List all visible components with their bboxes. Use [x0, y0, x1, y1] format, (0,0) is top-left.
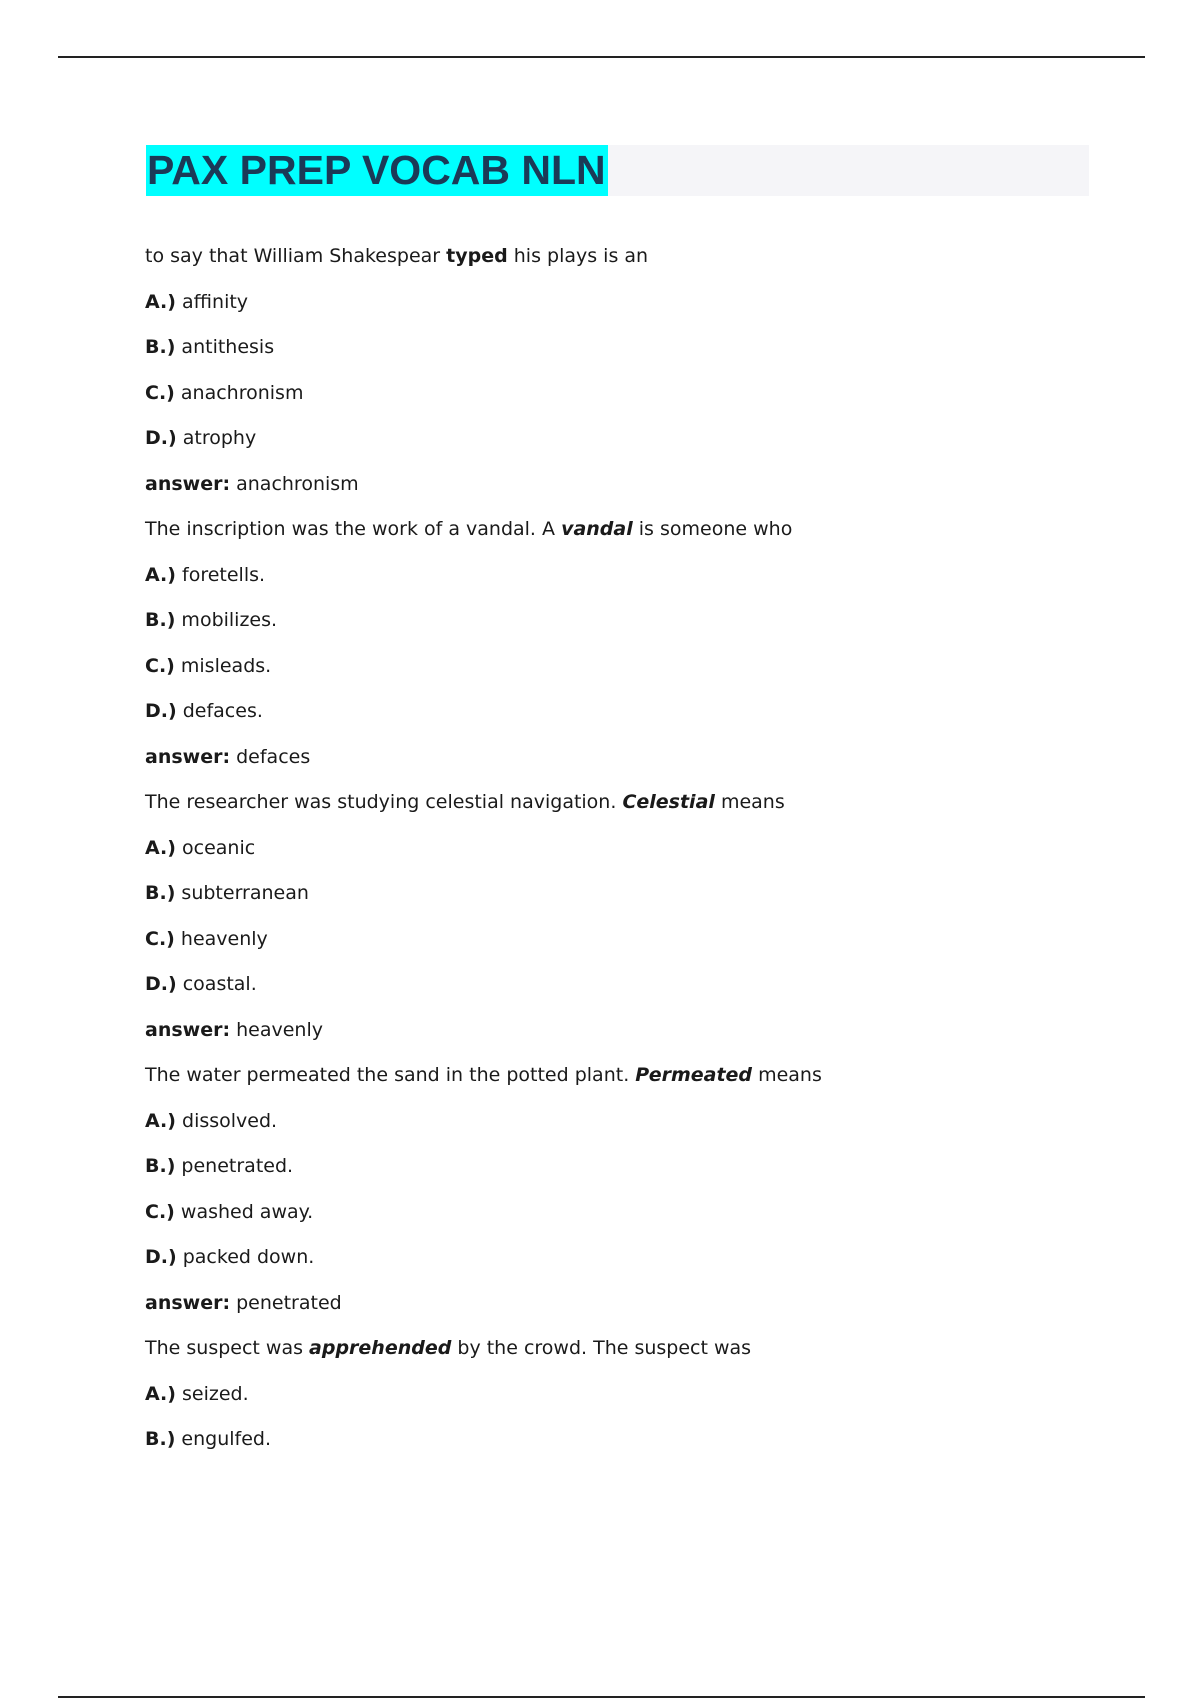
- stem-keyword: apprehended: [309, 1337, 452, 1359]
- answer-label: answer:: [145, 472, 231, 495]
- answer-option: [145, 282, 1105, 328]
- stem-keyword: vandal: [561, 518, 633, 540]
- answer-line: [145, 1010, 1105, 1056]
- option-text: affinity: [175, 290, 249, 313]
- answer-option: [145, 327, 1105, 373]
- answer-option: [145, 1237, 1105, 1283]
- answer-line: [145, 1283, 1105, 1329]
- page-title: PAX PREP VOCAB NLN: [146, 145, 608, 196]
- answer-line: [145, 737, 1105, 783]
- answer-option: [145, 873, 1105, 919]
- answer-label: answer:: [145, 1291, 231, 1314]
- stem-text: his plays is an: [507, 245, 649, 267]
- option-letter: C.): [145, 1200, 175, 1223]
- option-text: defaces.: [176, 700, 263, 722]
- answer-text: heavenly: [230, 1018, 323, 1041]
- stem-text: The water permeated the sand in the potted plant.: [145, 1064, 636, 1086]
- answer-option: [145, 600, 1105, 646]
- option-text: coastal.: [176, 973, 257, 995]
- question-stem: [145, 1055, 1105, 1101]
- option-text: atrophy: [176, 427, 257, 449]
- option-letter: D.): [145, 1246, 177, 1268]
- answer-option: [145, 919, 1105, 965]
- option-letter: A.): [145, 563, 176, 586]
- answer-option: [145, 1101, 1105, 1147]
- option-text: engulfed.: [175, 1428, 272, 1450]
- option-text: foretells.: [175, 563, 266, 586]
- answer-option: [145, 418, 1105, 464]
- stem-text: means: [714, 791, 785, 813]
- option-letter: B.): [145, 1155, 176, 1177]
- option-letter: D.): [145, 427, 177, 449]
- stem-text: The suspect was: [145, 1337, 310, 1359]
- option-letter: B.): [145, 882, 176, 904]
- option-letter: A.): [145, 1382, 176, 1405]
- stem-keyword: typed: [446, 245, 508, 267]
- top-rule: [58, 56, 1145, 58]
- option-letter: A.): [145, 836, 176, 859]
- answer-option: [145, 1146, 1105, 1192]
- option-letter: C.): [145, 927, 175, 950]
- answer-text: anachronism: [230, 472, 359, 495]
- document-body: [145, 236, 1105, 1465]
- answer-option: [145, 646, 1105, 692]
- answer-text: penetrated: [230, 1291, 342, 1314]
- option-text: antithesis: [175, 336, 275, 358]
- option-text: seized.: [175, 1382, 249, 1405]
- stem-text: means: [752, 1064, 822, 1086]
- option-letter: C.): [145, 381, 175, 404]
- answer-option: [145, 1374, 1105, 1420]
- answer-option: [145, 1419, 1105, 1465]
- answer-option: [145, 964, 1105, 1010]
- answer-label: answer:: [145, 745, 231, 768]
- option-text: packed down.: [176, 1246, 315, 1268]
- answer-option: [145, 555, 1105, 601]
- answer-option: [145, 828, 1105, 874]
- stem-text: is someone who: [632, 518, 793, 540]
- answer-label: answer:: [145, 1018, 231, 1041]
- option-letter: A.): [145, 290, 176, 313]
- option-text: heavenly: [174, 927, 268, 950]
- option-letter: A.): [145, 1109, 176, 1132]
- option-text: anachronism: [174, 381, 304, 404]
- answer-option: [145, 691, 1105, 737]
- option-letter: D.): [145, 700, 177, 722]
- stem-keyword: Permeated: [635, 1064, 753, 1086]
- question-stem: [145, 236, 1105, 282]
- question-stem: [145, 1328, 1105, 1374]
- answer-line: [145, 464, 1105, 510]
- option-text: mobilizes.: [175, 609, 278, 631]
- option-text: washed away.: [174, 1200, 314, 1223]
- option-text: subterranean: [175, 882, 309, 904]
- question-stem: [145, 509, 1105, 555]
- option-text: dissolved.: [175, 1109, 278, 1132]
- stem-text: to say that William Shakespear: [145, 245, 447, 267]
- bottom-rule: [58, 1696, 1145, 1698]
- option-letter: B.): [145, 1428, 176, 1450]
- stem-text: The researcher was studying celestial navigation.: [145, 791, 623, 813]
- option-letter: D.): [145, 973, 177, 995]
- answer-option: [145, 1192, 1105, 1238]
- option-text: penetrated.: [175, 1155, 294, 1177]
- stem-text: by the crowd. The suspect was: [451, 1337, 752, 1359]
- answer-text: defaces: [230, 745, 311, 768]
- answer-option: [145, 373, 1105, 419]
- stem-keyword: Celestial: [622, 791, 715, 813]
- option-letter: C.): [145, 654, 175, 677]
- option-text: misleads.: [174, 654, 272, 677]
- option-text: oceanic: [175, 836, 256, 859]
- question-stem: [145, 782, 1105, 828]
- option-letter: B.): [145, 609, 176, 631]
- stem-text: The inscription was the work of a vandal. A: [145, 518, 562, 540]
- option-letter: B.): [145, 336, 176, 358]
